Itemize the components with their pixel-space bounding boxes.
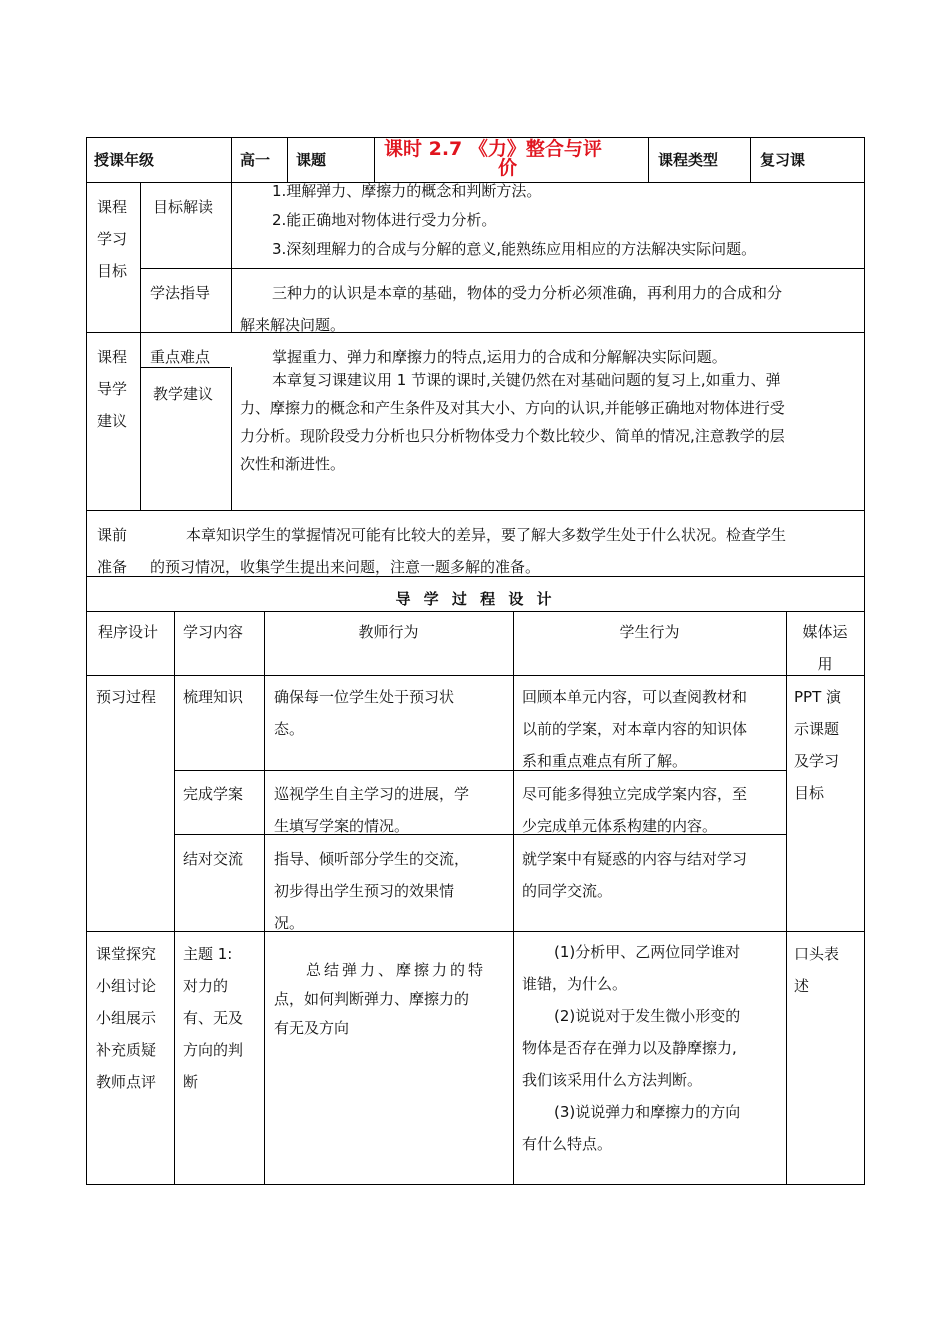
prep-text-line2: 的预习情况，收集学生提出来问题，注意一题多解的准备。 [150,558,541,576]
inquiry-teacher: 总结弹力、摩擦力的特 点，如何判断弹力、摩擦力的 有无及方向 [274,961,487,1037]
advice-label: 教学建议 [153,385,214,403]
stage-inquiry: 课堂探究 小组讨论 小组展示 补充质疑 教师点评 [96,945,157,1091]
method-text-line1: 三种力的认识是本章的基础，物体的受力分析必须准确，再利用力的合成和分 [272,284,783,302]
col-header-procedure: 程序设计 [98,623,159,641]
preview-media: PPT 演 示课题 及学习 目标 [794,688,842,802]
goal-list [272,177,756,264]
preview-teacher-3: 指导、倾听部分学生的交流， 初步得出学生预习的效果情 况。 [274,850,470,932]
grade-label: 授课年级 [94,151,155,169]
grade-value: 高一 [240,151,271,169]
goals-section-label: 课程 学习 目标 [97,198,128,280]
col-header-media: 媒体运 用 [802,623,848,673]
topic-label: 课题 [296,151,327,169]
prep-section-label-line2: 准备 [97,558,128,576]
method-label: 学法指导 [150,284,211,302]
prep-text-line1: 本章知识学生的掌握情况可能有比较大的差异，要了解大多数学生处于什么状况。检查学生 [186,526,787,544]
prep-section-label-line1: 课前 [97,526,128,544]
key-points-text: 掌握重力、弹力和摩擦力的特点,运用力的合成和分解解决实际问题。 [272,348,727,366]
key-points-label: 重点难点 [150,348,211,366]
preview-content-2: 完成学案 [183,785,244,803]
preview-student-1: 回顾本单元内容，可以查阅教材和 以前的学案，对本章内容的知识体 系和重点难点有所了解。 [522,688,748,770]
col-header-content: 学习内容 [183,623,244,641]
inquiry-media: 口头表 述 [794,945,840,995]
inquiry-content: 主题 1: 对力的 有、无及 方向的判 断 [183,945,244,1091]
inquiry-student: (1)分析甲、乙两位同学谁对 谁错，为什么。 (2)说说对于发生微小形变的 物体是否存在弹力以及静摩擦力, 我们该采用什么方法判断。 (3)说说弹力和摩擦力的方向 有什么特点。 [522,943,741,1153]
col-header-student: 学生行为 [619,623,680,641]
goal-item: 3.深刻理解力的合成与分解的意义,能熟练应用相应的方法解决实际问题。 [272,240,757,258]
preview-content-3: 结对交流 [183,850,244,868]
preview-content-1: 梳理知识 [183,688,244,706]
goal-item: 2.能正确地对物体进行受力分析。 [272,211,497,229]
goal-item: 1.理解弹力、摩擦力的概念和判断方法。 [272,182,542,200]
preview-student-3: 就学案中有疑惑的内容与结对学习 的同学交流。 [522,850,748,900]
advice-text-line3: 力分析。现阶段受力分析也只分析物体受力个数比较少、简单的情况,注意教学的层 [240,427,785,445]
preview-teacher-2: 巡视学生自主学习的进展，学 生填写学案的情况。 [274,785,470,835]
topic-value-line2: 价 [498,157,518,179]
topic-value-line1: 课时 2.7 《力》整合与评 [384,138,602,160]
advice-text-line2: 力、摩擦力的概念和产生条件及对其大小、方向的认识,并能够正确地对物体进行受 [240,399,785,417]
type-label: 课程类型 [658,151,719,169]
type-value: 复习课 [760,151,806,169]
advice-text-line1: 本章复习课建议用 1 节课的课时,关键仍然在对基础问题的复习上,如重力、弹 [272,371,781,389]
advice-section-label: 课程 导学 建议 [97,348,128,430]
col-header-teacher: 教师行为 [358,623,419,641]
preview-student-2: 尽可能多得独立完成学案内容，至 少完成单元体系构建的内容。 [522,785,748,835]
stage-preview: 预习过程 [96,688,157,706]
method-text-line2: 解来解决问题。 [240,316,346,334]
preview-teacher-1: 确保每一位学生处于预习状 态。 [274,688,455,738]
process-title: 导 学 过 程 设 计 [395,590,556,608]
goal-interpretation-label: 目标解读 [153,198,214,216]
advice-text-line4: 次性和渐进性。 [240,455,346,473]
